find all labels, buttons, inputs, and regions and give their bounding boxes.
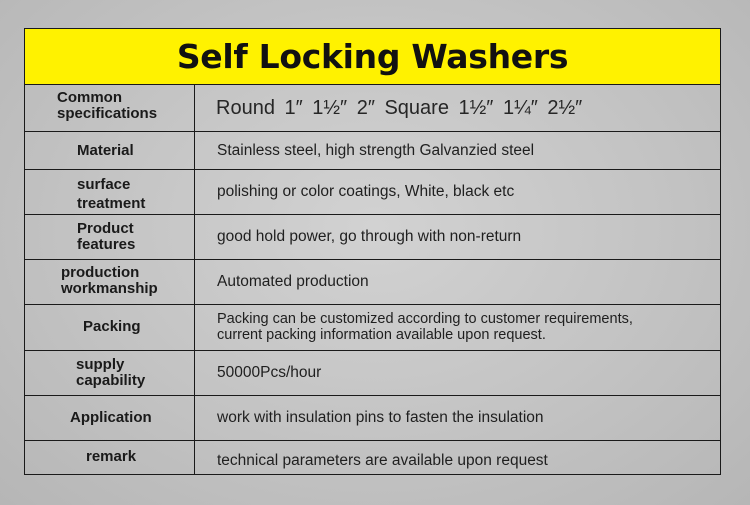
spec-label: Packing bbox=[83, 318, 141, 335]
spec-row-remark bbox=[25, 441, 720, 474]
spec-row-common-specifications bbox=[25, 85, 720, 132]
spec-value: Round 1″ 1½″ 2″ Square 1½″ 1¼″ 2½″ bbox=[216, 97, 583, 119]
spec-value: 50000Pcs/hour bbox=[217, 364, 322, 381]
spec-label-cell bbox=[25, 85, 195, 131]
spec-label-cell bbox=[25, 170, 195, 214]
spec-table bbox=[24, 28, 721, 475]
spec-row-packing bbox=[25, 305, 720, 351]
spec-label: production workmanship bbox=[61, 264, 158, 297]
spec-value: Packing can be customized according to customer requirements, current packing information available upon request. bbox=[217, 311, 633, 343]
spec-label: Material bbox=[77, 142, 134, 159]
spec-value: work with insulation pins to fasten the insulation bbox=[217, 409, 544, 426]
spec-label: Application bbox=[70, 409, 152, 426]
spec-label: Product features bbox=[77, 220, 136, 253]
spec-label-cell bbox=[25, 441, 195, 474]
spec-value: Automated production bbox=[217, 273, 369, 290]
spec-value: Stainless steel, high strength Galvanzied steel bbox=[217, 141, 535, 159]
title-bar bbox=[25, 29, 720, 85]
spec-row-production-workmanship bbox=[25, 260, 720, 305]
spec-rows bbox=[25, 85, 720, 474]
spec-row-supply-capability bbox=[25, 351, 720, 396]
page-title: Self Locking Washers bbox=[176, 37, 569, 76]
spec-value: technical parameters are available upon request bbox=[217, 451, 548, 469]
spec-label-cell bbox=[25, 215, 195, 259]
spec-label-cell bbox=[25, 305, 195, 350]
spec-label-cell bbox=[25, 260, 195, 304]
spec-label-cell bbox=[25, 396, 195, 440]
spec-label: Common specifications bbox=[57, 89, 158, 122]
spec-label-cell bbox=[25, 132, 195, 169]
spec-value: good hold power, go through with non-return bbox=[217, 228, 522, 245]
spec-row-material bbox=[25, 132, 720, 170]
spec-label: supply capability bbox=[76, 356, 146, 389]
spec-row-product-features bbox=[25, 215, 720, 260]
spec-label: remark bbox=[86, 448, 137, 465]
spec-label: surface treatment bbox=[77, 176, 146, 212]
spec-row-surface-treatment bbox=[25, 170, 720, 215]
spec-label-cell bbox=[25, 351, 195, 395]
spec-value: polishing or color coatings, White, black etc bbox=[217, 183, 515, 200]
spec-row-application bbox=[25, 396, 720, 441]
